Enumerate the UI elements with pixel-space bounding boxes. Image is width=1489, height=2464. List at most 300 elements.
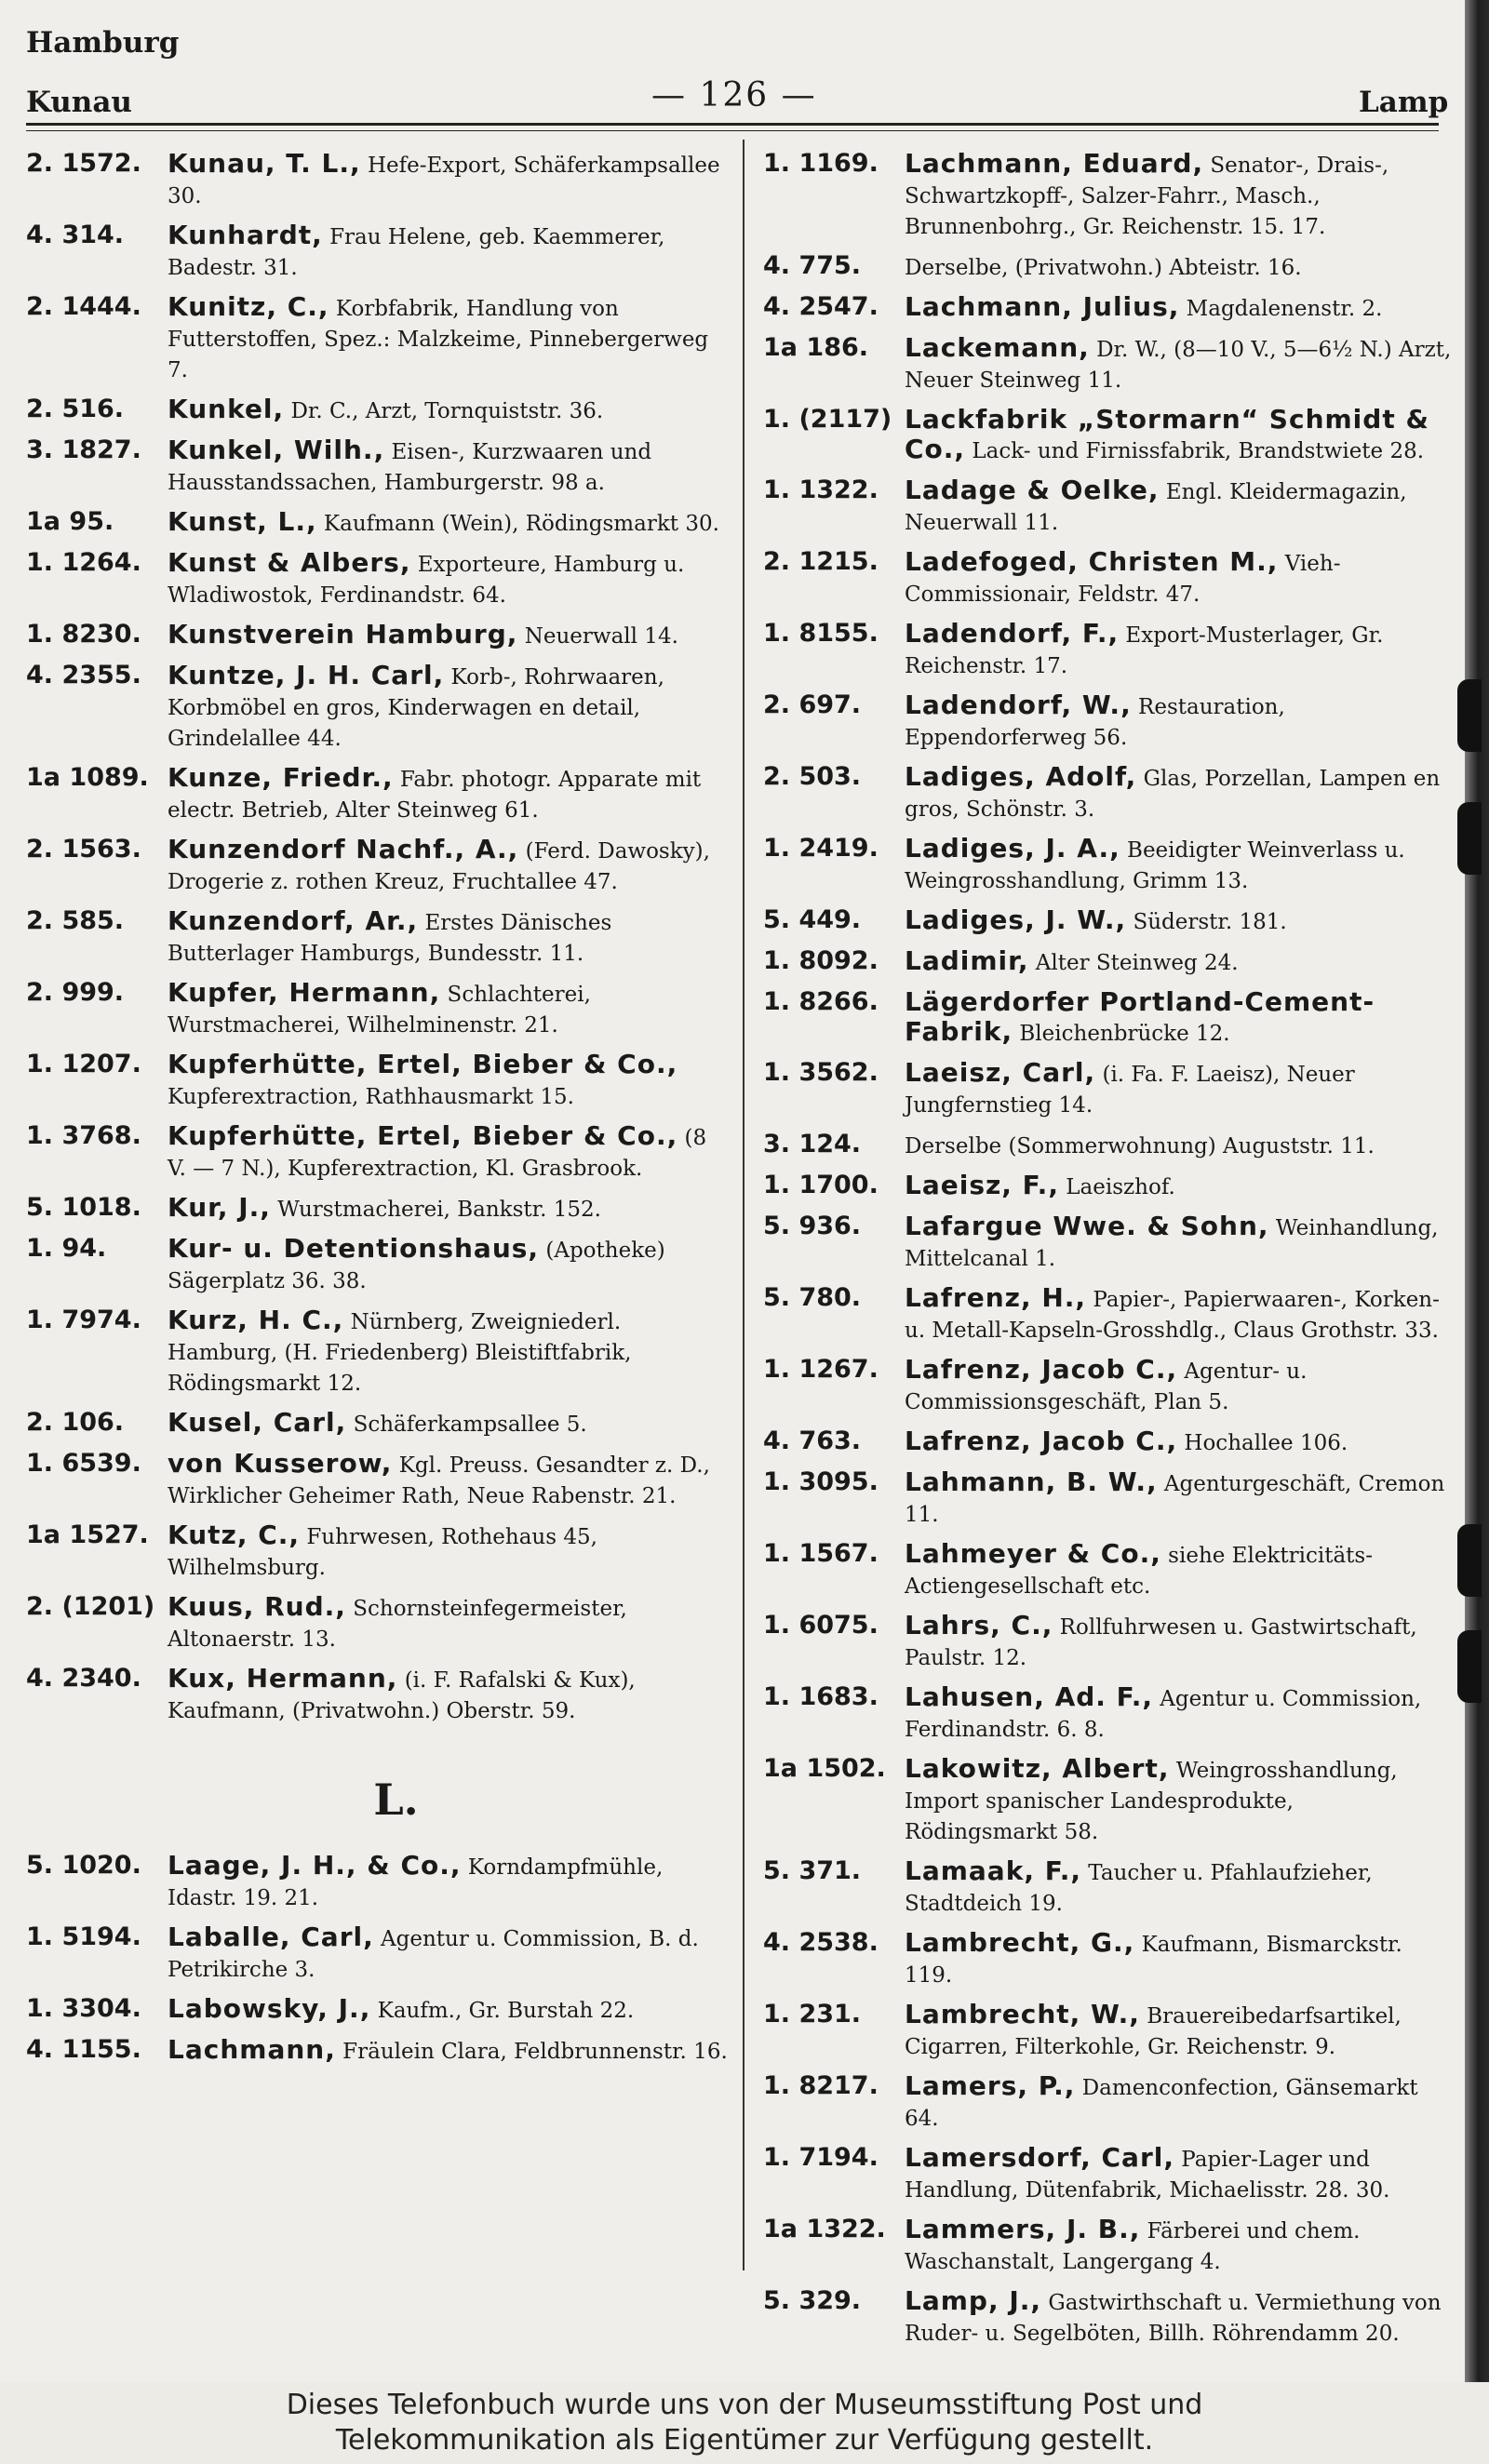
entry-name: Kunkel, Wilh., xyxy=(168,435,385,465)
entry-name: Lamaak, F., xyxy=(905,1855,1081,1886)
entry-text xyxy=(905,1426,1452,1458)
directory-entry xyxy=(763,1682,1452,1745)
directory-entry xyxy=(763,690,1452,753)
directory-entry xyxy=(26,1234,729,1296)
phone-number: 4. 2547. xyxy=(763,292,879,321)
directory-entry xyxy=(763,619,1452,681)
directory-entry xyxy=(763,946,1452,978)
header-city: Hamburg xyxy=(26,26,180,60)
phone-number: 3. 124. xyxy=(763,1130,862,1158)
entry-detail: Kaufm., Gr. Burstah 22. xyxy=(370,1999,635,2023)
page-binding-edge xyxy=(1465,0,1489,2382)
phone-number: 1. 1169. xyxy=(763,149,879,178)
left-column xyxy=(26,149,729,2076)
entry-text xyxy=(905,1928,1452,1990)
entry-name: Kusel, Carl, xyxy=(168,1407,347,1438)
directory-entry xyxy=(26,1121,729,1184)
phone-number: 5. 1020. xyxy=(26,1851,141,1880)
directory-entry xyxy=(26,2035,729,2067)
entry-text xyxy=(905,2000,1452,2062)
entry-detail: Exporteure, Hamburg u. Wladiwostok, Ferdinandstr. 64. xyxy=(168,553,685,608)
entry-text xyxy=(168,1851,729,1913)
phone-number: 2. 697. xyxy=(763,690,862,719)
phone-number: 2. 1563. xyxy=(26,835,141,864)
entry-name: Kur- u. Detentionshaus, xyxy=(168,1233,540,1264)
directory-entry xyxy=(763,1539,1452,1601)
entry-detail: Taucher u. Pfahlaufzieher, Stadtdeich 19. xyxy=(905,1861,1373,1916)
directory-entry xyxy=(26,978,729,1040)
directory-entry xyxy=(763,762,1452,824)
entry-name: Lafargue Wwe. & Sohn, xyxy=(905,1211,1269,1241)
entry-name: Lackemann, xyxy=(905,332,1090,363)
phone-number: 1. 1207. xyxy=(26,1050,141,1078)
entry-text xyxy=(905,1754,1452,1847)
entry-detail: Damenconfection, Gänsemarkt 64. xyxy=(905,2076,1418,2131)
phone-number: 1. 7194. xyxy=(763,2143,879,2172)
directory-entry xyxy=(26,1050,729,1112)
entry-text xyxy=(905,834,1452,896)
entry-text xyxy=(168,1449,729,1511)
entry-text xyxy=(905,1130,1452,1161)
entry-detail: Schlachterei, Wurstmacherei, Wilhelminenstr. 21. xyxy=(168,983,591,1038)
directory-entry xyxy=(763,1928,1452,1990)
entry-detail: Rollfuhrwesen u. Gastwirtschaft, Paulstr. 12. xyxy=(905,1615,1417,1670)
entry-name: Kunzendorf Nachf., A., xyxy=(168,834,519,864)
entry-text xyxy=(168,1922,729,1985)
entry-detail: Beeidigter Weinverlass u. Weingrosshandlung, Grimm 13. xyxy=(905,838,1405,893)
phone-number: 1. 8092. xyxy=(763,946,879,975)
entry-name: Ladefoged, Christen M., xyxy=(905,546,1279,577)
entry-name: Kurz, H. C., xyxy=(168,1305,344,1335)
entry-text xyxy=(168,1592,729,1654)
phone-number: 1. 231. xyxy=(763,2000,862,2029)
phone-number: 1a 1527. xyxy=(26,1520,149,1549)
entry-text xyxy=(905,1682,1452,1745)
entry-name: Lahmann, B. W., xyxy=(905,1466,1158,1497)
phone-number: 1. 8217. xyxy=(763,2071,879,2100)
entry-detail: Magdalenenstr. 2. xyxy=(1179,297,1383,321)
entry-name: Lachmann, Julius, xyxy=(905,291,1180,322)
entry-name: Lahmeyer & Co., xyxy=(905,1538,1161,1569)
directory-entry xyxy=(26,1306,729,1399)
entry-detail: (Ferd. Dawosky), Drogerie z. rothen Kreuz, Fruchtallee 47. xyxy=(168,839,710,894)
directory-entry xyxy=(26,620,729,651)
section-letter: L. xyxy=(373,1774,419,1825)
entry-name: Kunst, L., xyxy=(168,506,317,537)
entry-detail: Nürnberg, Zweigniederl. Hamburg, (H. Friedenberg) Bleistiftfabrik, Rödingsmarkt 12. xyxy=(168,1310,632,1396)
directory-entry xyxy=(763,1856,1452,1919)
directory-entry xyxy=(763,1212,1452,1274)
entry-name: Kunze, Friedr., xyxy=(168,762,394,793)
entry-text xyxy=(168,763,729,825)
directory-entry xyxy=(26,1922,729,1985)
entry-detail: Dr. W., (8—10 V., 5—6½ N.) Arzt, Neuer Steinweg 11. xyxy=(905,338,1452,393)
footer-credit xyxy=(0,2382,1489,2464)
directory-entry xyxy=(26,1851,729,1913)
entry-name: Kupfer, Hermann, xyxy=(168,977,441,1008)
entry-text xyxy=(905,251,1452,283)
entry-name: Lafrenz, Jacob C., xyxy=(905,1426,1178,1456)
directory-entry xyxy=(763,987,1452,1049)
entry-detail: siehe Elektricitäts-Actiengesellschaft etc. xyxy=(905,1544,1373,1599)
directory-entry xyxy=(26,1592,729,1654)
entry-detail: Schornsteinfegermeister, Altonaerstr. 13. xyxy=(168,1597,627,1652)
directory-entry xyxy=(26,507,729,539)
phone-number: 1. 1700. xyxy=(763,1171,879,1199)
header-first-entry: Kunau xyxy=(26,86,132,119)
entry-detail: Dr. C., Arzt, Tornquiststr. 36. xyxy=(284,399,604,423)
entry-detail: Weingrosshandlung, Import spanischer Landesprodukte, Rödingsmarkt 58. xyxy=(905,1759,1398,1844)
entry-text xyxy=(905,475,1452,538)
entry-text xyxy=(905,2143,1452,2205)
entry-detail: Neuerwall 14. xyxy=(517,624,678,649)
entry-detail: Frau Helene, geb. Kaemmerer, Badestr. 31. xyxy=(168,225,665,280)
entry-name: Laeisz, Carl, xyxy=(905,1057,1096,1088)
entry-detail: (i. F. Rafalski & Kux), Kaufmann, (Privatwohn.) Oberstr. 59. xyxy=(168,1668,636,1723)
directory-entry xyxy=(763,333,1452,395)
phone-number: 3. 1827. xyxy=(26,435,141,464)
phone-number: 1. 1322. xyxy=(763,475,879,504)
entry-text xyxy=(168,507,729,539)
entry-detail: Laeiszhof. xyxy=(1058,1175,1175,1199)
entry-detail: Fräulein Clara, Feldbrunnenstr. 16. xyxy=(335,2040,728,2064)
entry-detail: Engl. Kleidermagazin, Neuerwall 11. xyxy=(905,480,1407,535)
phone-number: 1a 95. xyxy=(26,507,114,536)
entry-name: Lägerdorfer Portland-Cement-Fabrik, xyxy=(905,986,1375,1047)
entry-text xyxy=(168,1306,729,1399)
entry-detail: Glas, Porzellan, Lampen en gros, Schönstr. 3. xyxy=(905,767,1441,822)
directory-entry xyxy=(26,435,729,498)
entry-name: Kunau, T. L., xyxy=(168,148,361,179)
entry-detail: Vieh-Commissionair, Feldstr. 47. xyxy=(905,552,1341,607)
phone-number: 1. 8230. xyxy=(26,620,141,649)
entry-detail: Agentur u. Commission, Ferdinandstr. 6. 8. xyxy=(905,1687,1422,1742)
directory-entry xyxy=(26,1994,729,2026)
directory-entry xyxy=(26,292,729,385)
entry-detail: Süderstr. 181. xyxy=(1126,910,1287,934)
phone-number: 1. 8266. xyxy=(763,987,879,1016)
entry-text xyxy=(168,435,729,498)
entry-text xyxy=(168,1664,729,1726)
entry-name: Lambrecht, W., xyxy=(905,1999,1140,2029)
phone-number: 1. 3562. xyxy=(763,1058,879,1087)
entry-text xyxy=(905,1611,1452,1673)
phone-number: 1. 8155. xyxy=(763,619,879,648)
phone-number: 5. 1018. xyxy=(26,1193,141,1222)
binding-clip xyxy=(1457,679,1482,752)
phone-number: 1. 6075. xyxy=(763,1611,879,1640)
entry-text xyxy=(168,620,729,651)
entry-name: Lafrenz, Jacob C., xyxy=(905,1354,1178,1385)
phone-number: 1a 1089. xyxy=(26,763,149,792)
entry-text xyxy=(168,221,729,283)
entry-text xyxy=(905,2286,1452,2349)
entry-text xyxy=(168,292,729,385)
entry-name: Ladiges, J. W., xyxy=(905,904,1127,935)
entry-detail: Fuhrwesen, Rothehaus 45, Wilhelmsburg. xyxy=(168,1525,597,1580)
phone-number: 4. 763. xyxy=(763,1426,862,1455)
phone-number: 1. 3095. xyxy=(763,1467,879,1496)
entry-detail: Eisen-, Kurzwaaren und Hausstandssachen, Hamburgerstr. 98 a. xyxy=(168,440,652,495)
entry-name: Kutz, C., xyxy=(168,1520,301,1550)
entry-text xyxy=(168,1193,729,1225)
entry-name: Kupferhütte, Ertel, Bieber & Co., xyxy=(168,1049,678,1079)
entry-name: Kunitz, C., xyxy=(168,291,329,322)
entry-name: Ladiges, J. A., xyxy=(905,833,1120,864)
binding-clip xyxy=(1457,1630,1482,1703)
entry-detail: (Apotheke) Sägerplatz 36. 38. xyxy=(168,1239,665,1293)
entry-detail: Papier-Lager und Handlung, Dütenfabrik, Michaelisstr. 28. 30. xyxy=(905,2148,1390,2203)
phone-number: 1a 186. xyxy=(763,333,869,362)
directory-entry xyxy=(763,251,1452,283)
phone-number: 5. 329. xyxy=(763,2286,862,2315)
phone-number: 2. 106. xyxy=(26,1408,125,1437)
directory-entry xyxy=(763,2071,1452,2134)
entry-name: Lahusen, Ad. F., xyxy=(905,1681,1153,1712)
entry-name: Kuus, Rud., xyxy=(168,1591,346,1622)
phone-number: 5. 780. xyxy=(763,1283,862,1312)
phone-number: 2. 585. xyxy=(26,906,125,935)
phone-number: 4. 2355. xyxy=(26,661,141,690)
phone-number: 2. 516. xyxy=(26,395,125,423)
directory-entry xyxy=(763,475,1452,538)
phone-number: 5. 936. xyxy=(763,1212,862,1240)
directory-entry xyxy=(26,1193,729,1225)
entry-name: Kux, Hermann, xyxy=(168,1663,398,1694)
entry-name: Lamp, J., xyxy=(905,2285,1042,2316)
entry-text xyxy=(905,619,1452,681)
entry-name: Lackfabrik „Stormarn“ Schmidt & Co., xyxy=(905,404,1429,464)
phone-number: 4. 2340. xyxy=(26,1664,141,1693)
phone-number: 1. 1264. xyxy=(26,548,141,577)
directory-entry xyxy=(763,2215,1452,2277)
entry-text xyxy=(905,690,1452,753)
entry-text xyxy=(168,395,729,426)
entry-detail: Kgl. Preuss. Gesandter z. D., Wirklicher Geheimer Rath, Neue Rabenstr. 21. xyxy=(168,1453,710,1508)
entry-text xyxy=(905,2071,1452,2134)
directory-entry xyxy=(763,834,1452,896)
phone-number: 2. 999. xyxy=(26,978,125,1007)
entry-text xyxy=(905,1355,1452,1417)
entry-name: Lachmann, xyxy=(168,2034,336,2065)
entry-detail: (8 V. — 7 N.), Kupferextraction, Kl. Grasbrook. xyxy=(168,1126,707,1181)
directory-entry xyxy=(26,548,729,610)
phone-number: 4. 314. xyxy=(26,221,125,249)
directory-entry xyxy=(763,1130,1452,1161)
entry-detail: Weinhandlung, Mittelcanal 1. xyxy=(905,1216,1439,1271)
entry-text xyxy=(168,548,729,610)
entry-detail: Agentur- u. Commissionsgeschäft, Plan 5. xyxy=(905,1359,1308,1414)
right-column xyxy=(763,149,1452,2358)
directory-entry xyxy=(26,1520,729,1583)
entry-name: Ladendorf, F., xyxy=(905,618,1120,649)
directory-entry xyxy=(26,1408,729,1440)
entry-name: Ladiges, Adolf, xyxy=(905,761,1137,792)
directory-entry xyxy=(26,221,729,283)
entry-text xyxy=(905,1212,1452,1274)
entry-name: Laballe, Carl, xyxy=(168,1922,374,1952)
phone-number: 2. (1201) xyxy=(26,1592,155,1621)
entry-text xyxy=(905,547,1452,609)
entry-detail: Agentur u. Commission, B. d. Petrikirche 3. xyxy=(168,1927,699,1982)
phone-number: 4. 775. xyxy=(763,251,862,280)
entry-text xyxy=(905,1467,1452,1530)
entry-detail: Korndampfmühle, Idastr. 19. 21. xyxy=(168,1855,664,1910)
entry-name: Lammers, J. B., xyxy=(905,2214,1141,2244)
entry-name: Lahrs, C., xyxy=(905,1610,1053,1640)
phone-number: 1. 94. xyxy=(26,1234,107,1263)
entry-name: Ladage & Oelke, xyxy=(905,475,1160,505)
directory-entry xyxy=(26,835,729,897)
directory-entry xyxy=(763,149,1452,242)
entry-text xyxy=(905,946,1452,978)
entry-detail: (i. Fa. F. Laeisz), Neuer Jungfernstieg 14. xyxy=(905,1063,1355,1118)
entry-detail: Färberei und chem. Waschanstalt, Langergang 4. xyxy=(905,2219,1361,2274)
directory-entry xyxy=(26,661,729,754)
directory-entry xyxy=(763,547,1452,609)
entry-name: Lamersdorf, Carl, xyxy=(905,2142,1174,2173)
phone-number: 1a 1502. xyxy=(763,1754,886,1783)
entry-detail: Erstes Dänisches Butterlager Hamburgs, Bundesstr. 11. xyxy=(168,911,612,966)
phone-number: 1. 7974. xyxy=(26,1306,141,1334)
entry-text xyxy=(168,1520,729,1583)
entry-detail: Fabr. photogr. Apparate mit electr. Betrieb, Alter Steinweg 61. xyxy=(168,768,702,823)
phone-number: 4. 2538. xyxy=(763,1928,879,1957)
entry-detail: Brauereibedarfsartikel, Cigarren, Filterkohle, Gr. Reichenstr. 9. xyxy=(905,2004,1402,2059)
directory-entry xyxy=(26,1664,729,1726)
header-rule-thin xyxy=(26,130,1439,131)
entry-name: Lachmann, Eduard, xyxy=(905,148,1204,179)
phone-number: 2. 1572. xyxy=(26,149,141,178)
entry-detail: Schäferkampsallee 5. xyxy=(346,1413,587,1437)
directory-entry xyxy=(763,1355,1452,1417)
directory-entry xyxy=(763,905,1452,937)
phone-number: 5. 371. xyxy=(763,1856,862,1885)
entry-text xyxy=(168,1234,729,1296)
entry-text xyxy=(168,1050,729,1112)
directory-entry xyxy=(763,2143,1452,2205)
phone-number: 1. 3304. xyxy=(26,1994,141,2023)
phone-number: 2. 1444. xyxy=(26,292,141,321)
entry-name: Lafrenz, H., xyxy=(905,1282,1087,1313)
entry-text xyxy=(168,661,729,754)
column-divider xyxy=(743,140,744,2270)
entry-text xyxy=(168,1121,729,1184)
entry-detail: Agenturgeschäft, Cremon 11. xyxy=(905,1472,1445,1527)
entry-text xyxy=(905,905,1452,937)
entry-text xyxy=(168,978,729,1040)
entry-detail: Kaufmann, Bismarckstr. 119. xyxy=(905,1933,1402,1988)
phone-number: 1. 5194. xyxy=(26,1922,141,1951)
entry-name: Laage, J. H., & Co., xyxy=(168,1850,462,1881)
directory-entry xyxy=(763,1171,1452,1202)
entry-text xyxy=(905,292,1452,324)
entry-text xyxy=(168,906,729,969)
entry-detail: Restauration, Eppendorferweg 56. xyxy=(905,695,1285,750)
entry-text xyxy=(905,1283,1452,1346)
page-number: — 126 — xyxy=(651,76,817,114)
directory-entry xyxy=(26,906,729,969)
directory-entry xyxy=(763,1283,1452,1346)
entry-text xyxy=(905,1539,1452,1601)
directory-entry xyxy=(763,1754,1452,1847)
entry-name: Kunzendorf, Ar., xyxy=(168,905,419,936)
entry-detail: Papier-, Papierwaaren-, Korken- u. Metall-Kapseln-Grosshdlg., Claus Grothstr. 33. xyxy=(905,1288,1440,1343)
entry-text xyxy=(168,1408,729,1440)
entry-detail: Bleichenbrücke 12. xyxy=(1013,1022,1230,1046)
entry-detail: Senator-, Drais-, Schwartzkopff-, Salzer-Fahrr., Masch., Brunnenbohrg., Gr. Reichenstr. 15. 17. xyxy=(905,154,1389,239)
entry-name: Kur, J., xyxy=(168,1192,271,1223)
directory-entry xyxy=(26,763,729,825)
entry-name: Lakowitz, Albert, xyxy=(905,1753,1170,1784)
footer-line: Dieses Telefonbuch wurde uns von der Museumsstiftung Post und xyxy=(286,2389,1203,2421)
entry-name: Kuntze, J. H. Carl, xyxy=(168,660,445,690)
entry-text xyxy=(905,149,1452,242)
entry-name: Laeisz, F., xyxy=(905,1170,1059,1200)
entry-detail: Hefe-Export, Schäferkampsallee 30. xyxy=(168,154,720,208)
footer-line: Telekommunikation als Eigentümer zur Verfügung gestellt. xyxy=(335,2424,1154,2457)
entry-text xyxy=(905,405,1452,466)
phone-number: 1. 2419. xyxy=(763,834,879,863)
binding-clip xyxy=(1457,1524,1482,1597)
entry-detail: Kaufmann (Wein), Rödingsmarkt 30. xyxy=(316,512,719,536)
entry-name: Lambrecht, G., xyxy=(905,1927,1135,1958)
entry-name: Ladimir, xyxy=(905,945,1029,976)
entry-name: Kunst & Albers, xyxy=(168,547,411,578)
phone-number: 1. 6539. xyxy=(26,1449,141,1478)
directory-entry xyxy=(763,2000,1452,2062)
directory-entry xyxy=(763,1467,1452,1530)
header-rule xyxy=(26,123,1439,126)
phone-number: 5. 449. xyxy=(763,905,862,934)
entry-name: Lamers, P., xyxy=(905,2070,1076,2101)
entry-detail: Alter Steinweg 24. xyxy=(1028,951,1239,975)
phone-number: 1a 1322. xyxy=(763,2215,886,2243)
entry-detail: Lack- und Firnissfabrik, Brandstwiete 28. xyxy=(965,439,1425,463)
phone-number: 1. 1683. xyxy=(763,1682,879,1711)
entry-text xyxy=(905,333,1452,395)
entry-name: Kupferhütte, Ertel, Bieber & Co., xyxy=(168,1120,678,1151)
directory-entry xyxy=(763,1426,1452,1458)
directory-entry xyxy=(763,1058,1452,1120)
entry-detail: Kupferextraction, Rathhausmarkt 15. xyxy=(168,1085,574,1109)
phone-number: 4. 1155. xyxy=(26,2035,141,2064)
entry-name: von Kusserow, xyxy=(168,1448,393,1479)
phone-number: 1. (2117) xyxy=(763,405,892,434)
entry-name: Ladendorf, W., xyxy=(905,690,1132,720)
entry-detail: Wurstmacherei, Bankstr. 152. xyxy=(270,1198,601,1222)
entry-name: Kunkel, xyxy=(168,394,285,424)
entry-detail: Korb-, Rohrwaaren, Korbmöbel en gros, Kinderwagen en detail, Grindelallee 44. xyxy=(168,665,664,751)
directory-entry xyxy=(763,292,1452,324)
directory-entry xyxy=(26,1449,729,1511)
entry-text xyxy=(905,1058,1452,1120)
entry-detail: Hochallee 106. xyxy=(1177,1431,1348,1455)
entry-text xyxy=(168,1994,729,2026)
entry-text xyxy=(905,1856,1452,1919)
directory-entry xyxy=(763,1611,1452,1673)
entry-name: Kunstverein Hamburg, xyxy=(168,619,518,649)
entry-text xyxy=(905,1171,1452,1202)
phone-number: 2. 1215. xyxy=(763,547,879,576)
header-last-entry: Lamp xyxy=(1359,86,1449,119)
directory-entry xyxy=(763,2286,1452,2349)
entry-text xyxy=(168,2035,729,2067)
entry-text xyxy=(168,149,729,211)
directory-entry xyxy=(763,405,1452,466)
entry-detail: Export-Musterlager, Gr. Reichenstr. 17. xyxy=(905,623,1384,678)
entry-detail: Derselbe, (Privatwohn.) Abteistr. 16. xyxy=(905,256,1302,280)
